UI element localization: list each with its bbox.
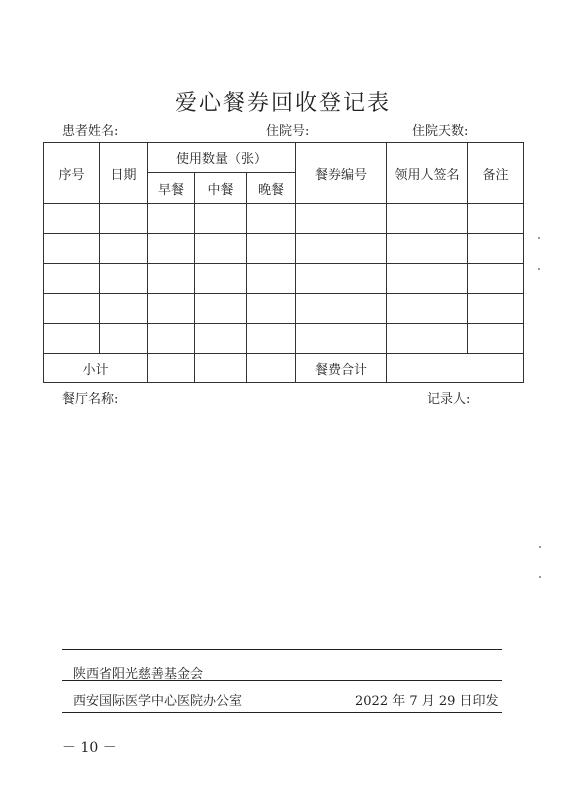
form-title: 爱心餐券回收登记表 [174, 91, 391, 116]
issuer-foundation: 陕西省阳光慈善基金会 [73, 667, 204, 682]
page-number: － 10 － [62, 740, 117, 756]
cell-voucher-number[interactable] [296, 234, 387, 264]
cell-voucher-number[interactable] [296, 204, 387, 234]
cell-signature[interactable] [387, 264, 468, 294]
cell-lunch[interactable] [195, 294, 247, 324]
issuer-hospital-office: 西安国际医学中心医院办公室 [73, 694, 243, 709]
divider-top [62, 649, 502, 650]
cell-seq[interactable] [44, 234, 100, 264]
cell-lunch[interactable] [195, 324, 247, 354]
subtotal-dinner[interactable] [247, 354, 296, 383]
cell-remarks[interactable] [468, 324, 524, 354]
cell-lunch[interactable] [195, 234, 247, 264]
header-recipient-signature: 领用人签名 [387, 143, 468, 204]
cell-date[interactable] [100, 234, 148, 264]
cell-remarks[interactable] [468, 264, 524, 294]
header-dinner: 晚餐 [247, 173, 296, 204]
cell-dinner[interactable] [247, 294, 296, 324]
cell-dinner[interactable] [247, 204, 296, 234]
recorder-label: 记录人: [427, 392, 471, 407]
cell-remarks[interactable] [468, 294, 524, 324]
scan-speck [539, 576, 541, 578]
cell-dinner[interactable] [247, 324, 296, 354]
cell-lunch[interactable] [195, 204, 247, 234]
header-lunch: 中餐 [195, 173, 247, 204]
hospital-days-label: 住院天数: [412, 124, 469, 139]
table-row [44, 264, 524, 294]
cell-breakfast[interactable] [148, 294, 195, 324]
table-row [44, 294, 524, 324]
cell-breakfast[interactable] [148, 234, 195, 264]
cell-signature[interactable] [387, 204, 468, 234]
meal-fee-total-label: 餐费合计 [296, 354, 387, 383]
subtotal-row [44, 354, 524, 383]
subtotal-breakfast[interactable] [148, 354, 195, 383]
cell-remarks[interactable] [468, 204, 524, 234]
issue-date: 2022 年 7 月 29 日印发 [355, 694, 499, 709]
cell-breakfast[interactable] [148, 204, 195, 234]
restaurant-name-label: 餐厅名称: [62, 392, 119, 407]
cell-voucher-number[interactable] [296, 324, 387, 354]
cell-dinner[interactable] [247, 264, 296, 294]
cell-signature[interactable] [387, 324, 468, 354]
scan-speck [538, 268, 540, 270]
table-row [44, 324, 524, 354]
cell-remarks[interactable] [468, 234, 524, 264]
subtotal-lunch[interactable] [195, 354, 247, 383]
cell-voucher-number[interactable] [296, 264, 387, 294]
cell-seq[interactable] [44, 264, 100, 294]
cell-breakfast[interactable] [148, 324, 195, 354]
admission-number-label: 住院号: [266, 124, 310, 139]
header-remarks: 备注 [468, 143, 524, 204]
scan-speck [538, 237, 540, 239]
meal-fee-total-value[interactable] [387, 354, 524, 383]
header-seq: 序号 [44, 143, 100, 204]
cell-breakfast[interactable] [148, 264, 195, 294]
header-date: 日期 [100, 143, 148, 204]
cell-date[interactable] [100, 294, 148, 324]
cell-seq[interactable] [44, 324, 100, 354]
divider-middle [62, 680, 502, 681]
cell-voucher-number[interactable] [296, 294, 387, 324]
patient-name-label: 患者姓名: [62, 124, 119, 139]
cell-date[interactable] [100, 204, 148, 234]
subtotal-label: 小计 [44, 354, 148, 383]
table-row [44, 204, 524, 234]
table-row [44, 234, 524, 264]
cell-date[interactable] [100, 324, 148, 354]
cell-signature[interactable] [387, 234, 468, 264]
cell-seq[interactable] [44, 294, 100, 324]
cell-dinner[interactable] [247, 234, 296, 264]
cell-seq[interactable] [44, 204, 100, 234]
cell-signature[interactable] [387, 294, 468, 324]
header-usage-quantity: 使用数量（张） [148, 143, 296, 173]
scan-speck [539, 546, 541, 548]
header-breakfast: 早餐 [148, 173, 195, 204]
registration-table [43, 142, 524, 383]
header-voucher-number: 餐券编号 [296, 143, 387, 204]
cell-lunch[interactable] [195, 264, 247, 294]
divider-bottom [62, 712, 502, 713]
cell-date[interactable] [100, 264, 148, 294]
